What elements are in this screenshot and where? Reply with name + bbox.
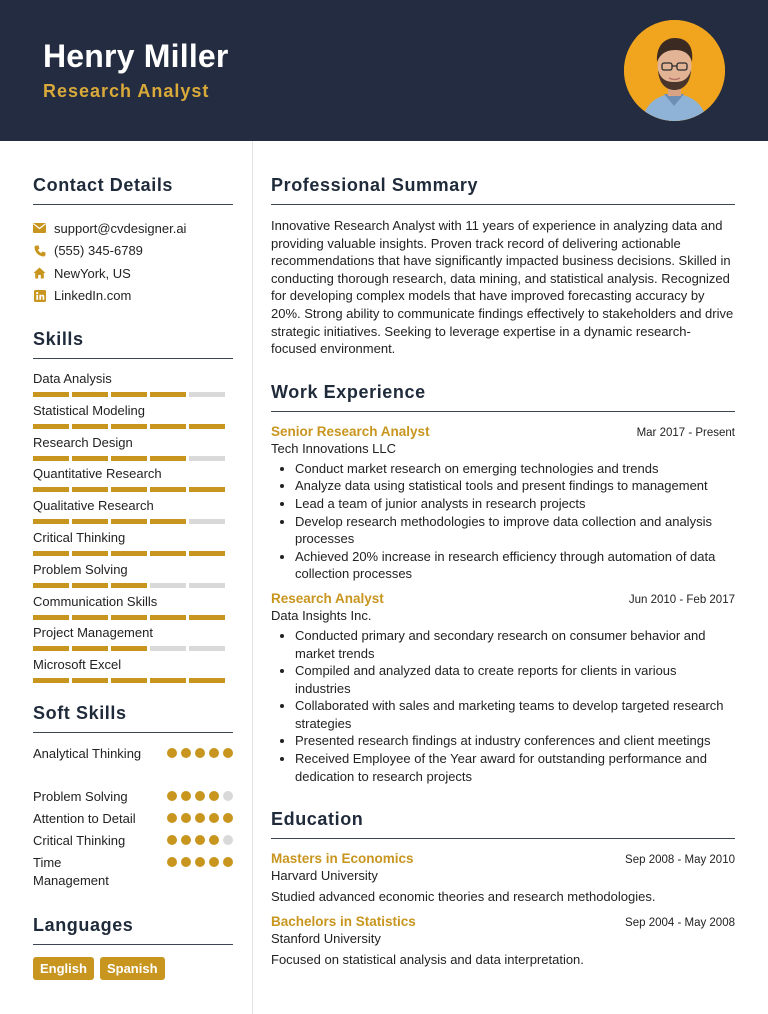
job-date: Mar 2017 - Present [636, 426, 735, 439]
skill-level-segment [111, 646, 147, 651]
degree-name: Masters in Economics [271, 851, 414, 867]
education-section-title: Education [271, 809, 735, 839]
skill-level-segment [111, 424, 147, 429]
soft-skills-section-title: Soft Skills [33, 703, 233, 733]
skill-name: Problem Solving [33, 561, 128, 577]
rating-dot [167, 813, 177, 823]
soft-skill-rating [167, 810, 233, 823]
bullet-item: • Achieved 20% increase in research efficiency through automation of data collection processes [295, 548, 735, 583]
skill-name: Communication Skills [33, 593, 158, 609]
skill-item [33, 371, 233, 403]
skill-name: Project Management [33, 625, 153, 641]
education-description: Studied advanced economic theories and research methodologies. [271, 889, 656, 905]
skill-level-segment [189, 678, 225, 683]
skill-level-segment [72, 392, 108, 397]
contact-linkedin: LinkedIn.com [54, 288, 132, 304]
rating-dot [167, 748, 177, 758]
profile-photo [624, 20, 725, 121]
phone-icon [33, 244, 46, 257]
skill-level-segment [111, 392, 147, 397]
rating-dot [181, 857, 191, 867]
skill-name: Statistical Modeling [33, 402, 145, 418]
skill-level-segment [111, 519, 147, 524]
skill-level-segment [150, 551, 186, 556]
company-name: Tech Innovations LLC [271, 440, 397, 456]
soft-skill-rating [167, 832, 233, 845]
education-header [271, 914, 735, 929]
skill-level-segment [33, 646, 69, 651]
soft-skill-name: Attention to Detail [33, 810, 136, 826]
job-header [271, 424, 735, 439]
bullet-item: • Analyze data using statistical tools and present findings to management [295, 477, 735, 495]
skill-level-segment [150, 646, 186, 651]
rating-dot [195, 748, 205, 758]
skill-level-segment [150, 456, 186, 461]
skill-name: Critical Thinking [33, 529, 126, 545]
skill-level-bar [33, 678, 233, 683]
job-title: Senior Research Analyst [271, 423, 430, 439]
skill-level-segment [72, 583, 108, 588]
rating-dot [209, 748, 219, 758]
skill-level-segment [189, 424, 225, 429]
skills-section-title: Skills [33, 329, 233, 359]
column-divider [252, 141, 253, 1014]
rating-dot [181, 748, 191, 758]
skill-item [33, 498, 233, 530]
portrait-illustration [624, 20, 725, 121]
education-list [271, 851, 735, 967]
skill-name: Data Analysis [33, 371, 112, 386]
candidate-name: Henry Miller [43, 38, 229, 74]
bullet-item: • Received Employee of the Year award for outstanding performance and dedication to research projects [295, 750, 735, 785]
skill-level-bar [33, 392, 233, 397]
skill-item [33, 435, 233, 467]
skill-name: Microsoft Excel [33, 657, 122, 673]
job-title: Research Analyst [271, 590, 384, 606]
skill-level-segment [33, 678, 69, 683]
skill-level-bar [33, 551, 233, 556]
experience-section-title: Work Experience [271, 382, 735, 412]
soft-skill-rating [167, 745, 233, 758]
languages-section-title: Languages [33, 915, 233, 945]
soft-skill-rating [167, 788, 233, 801]
skill-level-segment [33, 424, 69, 429]
skill-level-segment [189, 487, 225, 492]
skill-name: Research Design [33, 434, 133, 450]
rating-dot [223, 813, 233, 823]
rating-dot [223, 857, 233, 867]
skill-level-bar [33, 456, 233, 461]
job-entry [271, 424, 735, 583]
skill-name: Qualitative Research [33, 498, 154, 514]
skill-level-segment [72, 424, 108, 429]
rating-dot [223, 835, 233, 845]
skill-level-segment [111, 551, 147, 556]
skill-level-bar [33, 519, 233, 524]
soft-skill-name: Problem Solving [33, 788, 128, 804]
rating-dot [209, 835, 219, 845]
linkedin-icon [33, 289, 46, 302]
skill-item [33, 594, 233, 626]
education-header [271, 851, 735, 866]
rating-dot [181, 813, 191, 823]
skill-level-bar [33, 646, 233, 651]
rating-dot [223, 748, 233, 758]
job-entry [271, 591, 735, 785]
rating-dot [167, 791, 177, 801]
right-column [271, 141, 735, 967]
contact-location: NewYork, US [54, 265, 131, 281]
bullet-item: • Lead a team of junior analysts in research projects [295, 495, 735, 513]
skill-level-segment [150, 519, 186, 524]
skill-level-segment [189, 646, 225, 651]
skill-level-segment [72, 519, 108, 524]
skill-level-segment [150, 615, 186, 620]
rating-dot [195, 835, 205, 845]
skill-item [33, 403, 233, 435]
rating-dot [195, 813, 205, 823]
skill-level-segment [33, 456, 69, 461]
soft-skill-rating [167, 854, 233, 867]
skill-level-segment [150, 392, 186, 397]
skill-level-bar [33, 424, 233, 429]
skill-level-bar [33, 615, 233, 620]
bullet-item: • Develop research methodologies to improve data collection and analysis processes [295, 513, 735, 548]
rating-dot [209, 813, 219, 823]
bullet-item: • Compiled and analyzed data to create reports for clients in various industries [295, 662, 735, 697]
skill-level-segment [189, 615, 225, 620]
skill-level-segment [72, 646, 108, 651]
contact-list [33, 217, 233, 307]
soft-skill-item [33, 810, 233, 832]
skill-item [33, 466, 233, 498]
education-date: Sep 2008 - May 2010 [625, 854, 735, 867]
skill-level-segment [72, 678, 108, 683]
rating-dot [181, 791, 191, 801]
school-name: Stanford University [271, 931, 381, 947]
job-date: Jun 2010 - Feb 2017 [628, 593, 735, 606]
bullet-item: • Conduct market research on emerging technologies and trends [295, 460, 735, 478]
rating-dot [209, 857, 219, 867]
skill-level-segment [189, 551, 225, 556]
bullet-item: • Presented research findings at industry conferences and client meetings [295, 732, 735, 750]
skill-level-segment [189, 456, 225, 461]
contact-item-location [33, 262, 233, 285]
skill-name: Quantitative Research [33, 466, 162, 482]
skill-level-segment [189, 392, 225, 397]
soft-skill-item [33, 745, 233, 788]
skill-level-segment [72, 615, 108, 620]
skill-level-segment [189, 519, 225, 524]
skill-item [33, 657, 233, 689]
experience-list [271, 424, 735, 786]
education-date: Sep 2004 - May 2008 [625, 917, 735, 930]
skill-level-segment [72, 456, 108, 461]
skill-level-segment [111, 615, 147, 620]
rating-dot [167, 857, 177, 867]
skill-level-segment [33, 487, 69, 492]
skill-level-segment [33, 392, 69, 397]
skill-level-segment [33, 615, 69, 620]
skills-list [33, 371, 233, 689]
soft-skill-name: Time Management [33, 854, 109, 888]
left-column [33, 141, 233, 980]
rating-dot [195, 791, 205, 801]
skill-level-segment [189, 583, 225, 588]
job-header [271, 591, 735, 606]
soft-skill-item [33, 832, 233, 854]
education-entry [271, 851, 735, 904]
skill-level-segment [150, 487, 186, 492]
contact-item-linkedin[interactable] [33, 285, 233, 308]
rating-dot [195, 857, 205, 867]
soft-skills-list [33, 745, 233, 897]
skill-level-segment [111, 487, 147, 492]
company-name: Data Insights Inc. [271, 607, 372, 623]
job-bullets [271, 460, 735, 583]
rating-dot [181, 835, 191, 845]
skill-level-bar [33, 487, 233, 492]
contact-phone: (555) 345-6789 [54, 243, 143, 259]
summary-text: Innovative Research Analyst with 11 years of experience in analyzing data and providing valuable insights. Proven track record of delivering actionable recommendations that have significantly impacted business decisions. Skilled in conducting thorough research, data mining, and statistical analysis. Recognized for developing complex models that have improved forecasting accuracy by 20%. Strong ability to communicate findings effectively to stakeholders and drive strategic initiatives. Seeking to leverage expertise in a dynamic research-focused environment. [271, 218, 734, 357]
contact-item-email[interactable] [33, 217, 233, 240]
skill-level-segment [72, 487, 108, 492]
soft-skill-name: Analytical Thinking [33, 745, 142, 761]
skill-level-segment [33, 551, 69, 556]
skill-level-segment [150, 583, 186, 588]
summary-section-title: Professional Summary [271, 175, 735, 205]
skill-level-segment [111, 456, 147, 461]
contact-item-phone[interactable] [33, 240, 233, 263]
envelope-icon [33, 222, 46, 235]
bullet-item: • Conducted primary and secondary research on consumer behavior and market trends [295, 627, 735, 662]
home-icon [33, 267, 46, 280]
skill-level-segment [150, 678, 186, 683]
skill-level-segment [33, 583, 69, 588]
language-badge: Spanish [100, 957, 165, 980]
soft-skill-name: Critical Thinking [33, 832, 126, 848]
skill-level-segment [33, 519, 69, 524]
skill-level-segment [150, 424, 186, 429]
contact-section-title: Contact Details [33, 175, 233, 205]
degree-name: Bachelors in Statistics [271, 914, 416, 930]
resume-header [0, 0, 768, 141]
skill-item [33, 530, 233, 562]
skill-item [33, 562, 233, 594]
rating-dot [223, 791, 233, 801]
soft-skill-item [33, 788, 233, 810]
skill-level-segment [111, 678, 147, 683]
education-description: Focused on statistical analysis and data interpretation. [271, 952, 584, 968]
education-entry [271, 914, 735, 967]
skill-level-bar [33, 583, 233, 588]
rating-dot [167, 835, 177, 845]
contact-email: support@cvdesigner.ai [54, 220, 187, 236]
job-bullets [271, 627, 735, 785]
skill-level-segment [111, 583, 147, 588]
languages-list [33, 957, 233, 980]
skill-level-segment [72, 551, 108, 556]
skill-item [33, 625, 233, 657]
rating-dot [209, 791, 219, 801]
school-name: Harvard University [271, 868, 378, 884]
language-badge: English [33, 957, 94, 980]
soft-skill-item [33, 854, 233, 897]
candidate-role: Research Analyst [43, 81, 210, 101]
bullet-item: • Collaborated with sales and marketing teams to develop targeted research strategies [295, 697, 735, 732]
